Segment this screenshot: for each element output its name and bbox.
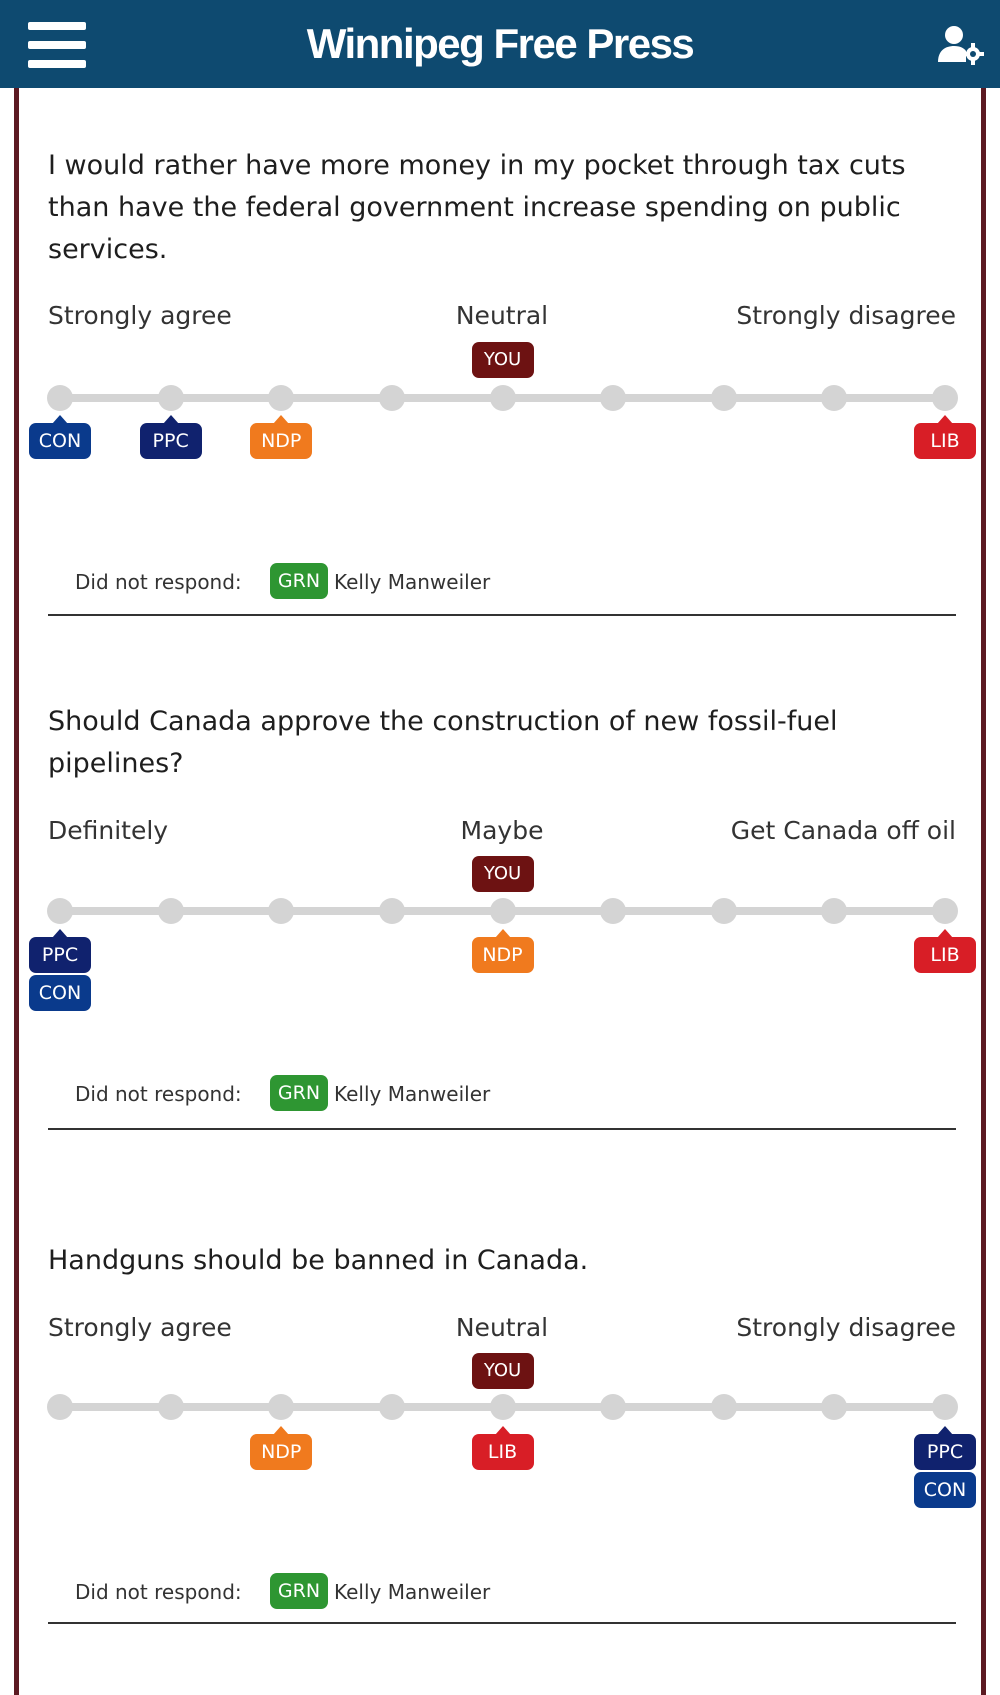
scale-right-label: Strongly disagree [736, 301, 956, 330]
scale-point[interactable] [600, 1394, 626, 1420]
site-logo[interactable]: Winnipeg Free Press [306, 20, 694, 67]
did-not-respond-label: Did not respond: [75, 1082, 242, 1106]
did-not-respond-candidate: Kelly Manweiler [334, 1580, 491, 1604]
party-badge-ppc: PPC [29, 937, 91, 973]
scale-left-label: Definitely [48, 816, 169, 845]
scale-point[interactable] [47, 385, 73, 411]
scale-point[interactable] [932, 385, 958, 411]
scale-left-label: Strongly agree [48, 1313, 232, 1342]
question-text: Should Canada approve the construction of new fossil-fuel pipelines? [48, 706, 838, 779]
you-marker: YOU [472, 1353, 534, 1389]
question-text: I would rather have more money in my pocket through tax cuts than have the federal government increase spending on public services. [48, 150, 906, 265]
section-divider [48, 1622, 956, 1624]
party-badge-lib: LIB [914, 423, 976, 459]
party-badge-ppc: PPC [914, 1434, 976, 1470]
you-marker: YOU [472, 342, 534, 378]
scale-point[interactable] [711, 1394, 737, 1420]
scale-point[interactable] [600, 898, 626, 924]
scale-right-label: Strongly disagree [736, 1313, 956, 1342]
section-divider [48, 614, 956, 616]
scale-point[interactable] [158, 1394, 184, 1420]
scale-point[interactable] [158, 385, 184, 411]
party-badge-con: CON [29, 423, 91, 459]
party-badge-lib: LIB [914, 937, 976, 973]
scale-point[interactable] [932, 898, 958, 924]
scale-mid-label: Neutral [455, 1313, 549, 1342]
did-not-respond-party-badge: GRN [270, 563, 328, 599]
user-settings-icon[interactable] [936, 24, 986, 66]
scale-point[interactable] [490, 898, 516, 924]
did-not-respond-label: Did not respond: [75, 1580, 242, 1604]
scale-point[interactable] [600, 385, 626, 411]
scale-point[interactable] [379, 1394, 405, 1420]
party-badge-ndp: NDP [250, 423, 312, 459]
site-header [0, 0, 1000, 88]
did-not-respond-party-badge: GRN [270, 1075, 328, 1111]
party-badge-con: CON [914, 1472, 976, 1508]
scale-point[interactable] [158, 898, 184, 924]
scale-point[interactable] [711, 385, 737, 411]
scale-point[interactable] [490, 1394, 516, 1420]
party-badge-ppc: PPC [140, 423, 202, 459]
scale-point[interactable] [47, 1394, 73, 1420]
did-not-respond-candidate: Kelly Manweiler [334, 1082, 491, 1106]
scale-point[interactable] [711, 898, 737, 924]
scale-mid-label: Neutral [455, 301, 549, 330]
scale-point[interactable] [379, 898, 405, 924]
scale-point[interactable] [379, 385, 405, 411]
question-text: Handguns should be banned in Canada. [48, 1245, 589, 1276]
party-badge-con: CON [29, 975, 91, 1011]
scale-mid-label: Maybe [460, 816, 544, 845]
did-not-respond-candidate: Kelly Manweiler [334, 570, 491, 594]
scale-right-label: Get Canada off oil [730, 816, 956, 845]
section-divider [48, 1128, 956, 1130]
party-badge-ndp: NDP [472, 937, 534, 973]
scale-point[interactable] [932, 1394, 958, 1420]
party-badge-ndp: NDP [250, 1434, 312, 1470]
party-badge-lib: LIB [472, 1434, 534, 1470]
scale-point[interactable] [47, 898, 73, 924]
you-marker: YOU [472, 856, 534, 892]
scale-point[interactable] [490, 385, 516, 411]
scale-left-label: Strongly agree [48, 301, 232, 330]
did-not-respond-party-badge: GRN [270, 1573, 328, 1609]
did-not-respond-label: Did not respond: [75, 570, 242, 594]
